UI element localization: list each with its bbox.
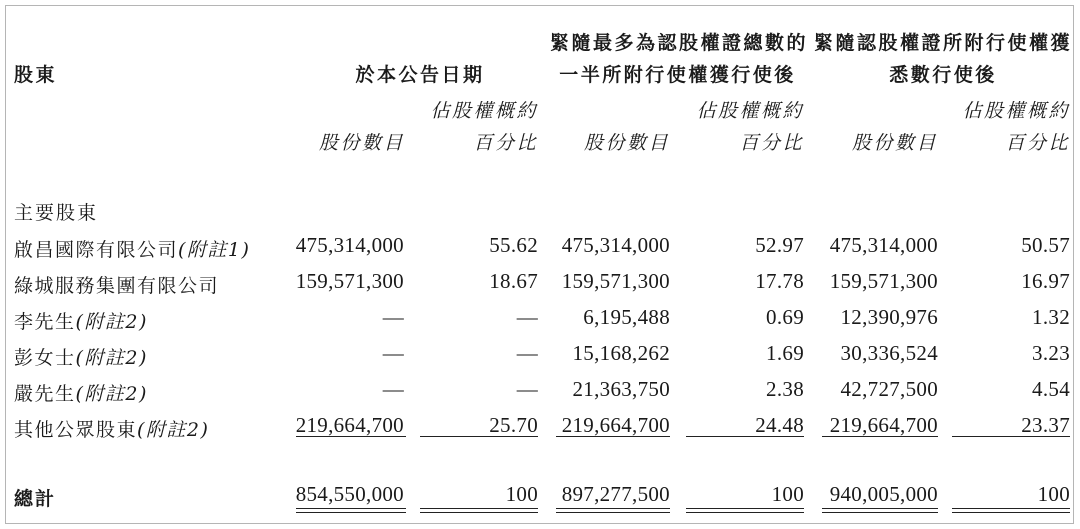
header-pct-1-line1: 佔股權概約	[430, 100, 538, 122]
shareholder-name: 其他公眾股東	[14, 419, 138, 441]
header-pct-2-line2: 百分比	[739, 132, 804, 154]
cell-shares-2: 6,195,488	[583, 305, 670, 329]
header-shares-2: 股份數目	[583, 132, 670, 154]
cell-pct-3: 50.57	[1021, 233, 1070, 257]
header-pct-1-line2: 百分比	[473, 132, 538, 154]
cell-pct-3: 16.97	[1021, 269, 1070, 293]
header-group3-title-line2: 悉數行使後	[889, 64, 997, 86]
cell-pct-1: —	[516, 377, 538, 401]
header-shares-1: 股份數目	[318, 132, 405, 154]
underline-s1	[296, 436, 406, 437]
table-row-name	[14, 343, 148, 370]
cell-pct-2: 17.78	[755, 269, 804, 293]
cell-shares-1: 475,314,000	[295, 233, 404, 257]
header-pct-2-line1: 佔股權概約	[696, 100, 804, 122]
header-shares-3: 股份數目	[851, 132, 938, 154]
cell-pct-2: 1.69	[766, 341, 804, 365]
section-label-major-shareholders: 主要股東	[14, 202, 99, 224]
header-shareholder: 股東	[14, 64, 58, 86]
cell-pct-1: 18.67	[489, 269, 538, 293]
cell-shares-2: 21,363,750	[572, 377, 670, 401]
underline-p1	[420, 436, 538, 437]
cell-shares-3: 12,390,976	[840, 305, 938, 329]
cell-shares-1: 219,664,700	[295, 413, 404, 437]
shareholder-name: 啟昌國際有限公司	[14, 239, 179, 261]
shareholder-name: 彭女士	[14, 347, 76, 369]
total-pct-1: 100	[505, 482, 538, 506]
table-row-name	[14, 271, 219, 298]
shareholder-name: 嚴先生	[14, 383, 76, 405]
cell-shares-3: 219,664,700	[829, 413, 938, 437]
total-shares-1: 854,550,000	[295, 482, 404, 506]
cell-pct-1: —	[516, 305, 538, 329]
note-reference: (附註2)	[75, 383, 148, 405]
header-group2-title-line2: 一半所附行使權獲行使後	[559, 64, 796, 86]
cell-pct-1: 25.70	[489, 413, 538, 437]
shareholder-name: 綠城服務集團有限公司	[14, 275, 220, 297]
double-underline-p3	[952, 508, 1070, 513]
cell-shares-2: 159,571,300	[561, 269, 670, 293]
cell-pct-1: —	[516, 341, 538, 365]
cell-shares-1: —	[382, 305, 404, 329]
cell-pct-2: 0.69	[766, 305, 804, 329]
underline-s3	[822, 436, 938, 437]
header-pct-3-line1: 佔股權概約	[962, 100, 1070, 122]
cell-shares-2: 475,314,000	[561, 233, 670, 257]
cell-shares-1: —	[382, 341, 404, 365]
cell-shares-2: 219,664,700	[561, 413, 670, 437]
total-label: 總計	[14, 488, 57, 510]
note-reference: (附註1)	[178, 239, 251, 261]
total-pct-3: 100	[1037, 482, 1070, 506]
total-shares-3: 940,005,000	[829, 482, 938, 506]
note-reference: (附註2)	[75, 311, 148, 333]
underline-s2	[556, 436, 670, 437]
cell-shares-3: 42,727,500	[840, 377, 938, 401]
cell-shares-3: 30,336,524	[840, 341, 938, 365]
shareholder-name: 李先生	[14, 311, 76, 333]
double-underline-s3	[822, 508, 938, 513]
note-reference: (附註2)	[75, 347, 148, 369]
header-pct-3-line2: 百分比	[1005, 132, 1070, 154]
cell-pct-3: 23.37	[1021, 413, 1070, 437]
total-shares-2: 897,277,500	[561, 482, 670, 506]
total-pct-2: 100	[771, 482, 804, 506]
underline-p3	[952, 436, 1070, 437]
cell-pct-3: 4.54	[1032, 377, 1070, 401]
cell-shares-2: 15,168,262	[572, 341, 670, 365]
cell-pct-2: 24.48	[755, 413, 804, 437]
header-group2-title-line1: 緊隨最多為認股權證總數的	[550, 32, 809, 54]
table-row-name	[14, 379, 148, 406]
cell-pct-2: 52.97	[755, 233, 804, 257]
cell-pct-2: 2.38	[766, 377, 804, 401]
cell-pct-3: 3.23	[1032, 341, 1070, 365]
header-group3-title-line1: 緊隨認股權證所附行使權獲	[813, 32, 1072, 54]
table-row-name	[14, 307, 148, 334]
double-underline-s1	[296, 508, 406, 513]
cell-pct-1: 55.62	[489, 233, 538, 257]
cell-shares-1: 159,571,300	[295, 269, 404, 293]
underline-p2	[686, 436, 804, 437]
double-underline-p1	[420, 508, 538, 513]
cell-shares-3: 475,314,000	[829, 233, 938, 257]
note-reference: (附註2)	[137, 419, 210, 441]
table-row-name	[14, 235, 250, 262]
header-group1-title: 於本公告日期	[355, 64, 485, 86]
table-row-name	[14, 415, 209, 442]
cell-shares-3: 159,571,300	[829, 269, 938, 293]
cell-shares-1: —	[382, 377, 404, 401]
double-underline-p2	[686, 508, 804, 513]
cell-pct-3: 1.32	[1032, 305, 1070, 329]
double-underline-s2	[556, 508, 670, 513]
